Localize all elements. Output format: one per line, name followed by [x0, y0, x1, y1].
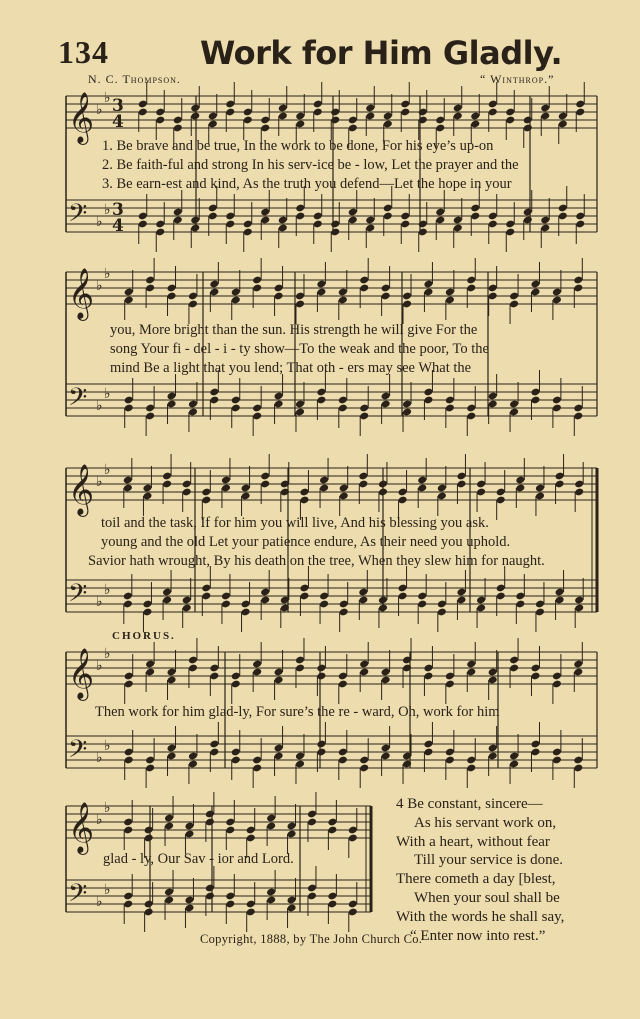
flat-sign: ♭ — [104, 90, 111, 106]
flat-sign: ♭ — [104, 646, 111, 662]
lyric-line: glad - ly, Our Sav - ior and Lord. — [103, 851, 294, 867]
flat-sign: ♭ — [96, 750, 103, 766]
composer-credit: N. C. Thompson. — [88, 72, 181, 86]
stanza-line: With a heart, without fear — [396, 834, 550, 850]
bass-clef: 𝄢 — [68, 735, 88, 770]
lyric-line: you, More bright than the sun. His strength he will give For the — [110, 322, 478, 338]
flat-sign: ♭ — [96, 812, 103, 828]
flat-sign: ♭ — [96, 102, 103, 118]
lyric-line: 2. Be faith-ful and strong In his serv-ice be - low, Let the prayer and the — [102, 157, 519, 173]
flat-sign: ♭ — [104, 266, 111, 282]
stanza-line: 4 Be constant, sincere— — [396, 796, 543, 812]
stanza-line: As his servant work on, — [414, 815, 557, 831]
treble-clef: 𝄞 — [68, 92, 95, 143]
stanza-line: “ Enter now into rest.” — [410, 928, 546, 944]
flat-sign: ♭ — [96, 594, 103, 610]
flat-sign: ♭ — [96, 474, 103, 490]
treble-clef: 𝄞 — [68, 802, 95, 853]
lyric-line: 1. Be brave and be true, In the work to be done, For his eye’s up-on — [102, 138, 494, 154]
treble-clef: 𝄞 — [68, 268, 95, 319]
flat-sign: ♭ — [104, 738, 111, 754]
lyric-line: Savior hath wrought, By his death on the tree, When they slew him for naught. — [88, 553, 545, 569]
bass-clef: 𝄢 — [68, 383, 88, 418]
time-signature: 3 — [112, 200, 124, 220]
flat-sign: ♭ — [104, 386, 111, 402]
time-signature: 4 — [112, 112, 124, 132]
stanza-line: When your soul shall be — [414, 890, 560, 906]
stanza-line: With the words he shall say, — [396, 909, 565, 925]
lyric-line: Then work for him glad-ly, For sure’s the re - ward, Oh, work for him — [95, 704, 500, 720]
bass-clef: 𝄢 — [68, 579, 88, 614]
flat-sign: ♭ — [104, 462, 111, 478]
treble-clef: 𝄞 — [68, 648, 95, 699]
bass-clef: 𝄢 — [68, 879, 88, 914]
flat-sign: ♭ — [104, 882, 111, 898]
tune-name: “ Winthrop.” — [480, 72, 555, 86]
flat-sign: ♭ — [96, 278, 103, 294]
lyric-line: toil and the task, If for him you will live, And his blessing you ask. — [101, 515, 489, 531]
treble-clef: 𝄞 — [68, 464, 95, 515]
time-signature: 4 — [112, 216, 124, 236]
copyright-notice: Copyright, 1888, by The John Church Co. — [200, 932, 423, 946]
flat-sign: ♭ — [96, 658, 103, 674]
flat-sign: ♭ — [104, 800, 111, 816]
lyric-line: mind Be a light that you lend; That oth - ers may see What the — [110, 360, 472, 376]
flat-sign: ♭ — [96, 894, 103, 910]
flat-sign: ♭ — [104, 582, 111, 598]
lyric-line: 3. Be earn-est and kind, As the truth you defend—Let the hope in your — [102, 176, 512, 192]
hymn-number: 134 — [58, 34, 109, 70]
lyric-line: young and the old Let your patience endure, As their need you uphold. — [101, 534, 511, 550]
lyric-line: song Your fi - del - i - ty show—To the weak and the poor, To the — [110, 341, 489, 357]
flat-sign: ♭ — [96, 214, 103, 230]
flat-sign: ♭ — [96, 398, 103, 414]
hymn-title: Work for Him Gladly. — [200, 34, 563, 72]
time-signature: 3 — [112, 96, 124, 116]
stanza-line: Till your service is done. — [414, 852, 564, 868]
chorus-label: CHORUS. — [112, 630, 176, 642]
bass-clef: 𝄢 — [68, 199, 88, 234]
stanza-line: There cometh a day [blest, — [396, 871, 556, 887]
flat-sign: ♭ — [104, 202, 111, 218]
